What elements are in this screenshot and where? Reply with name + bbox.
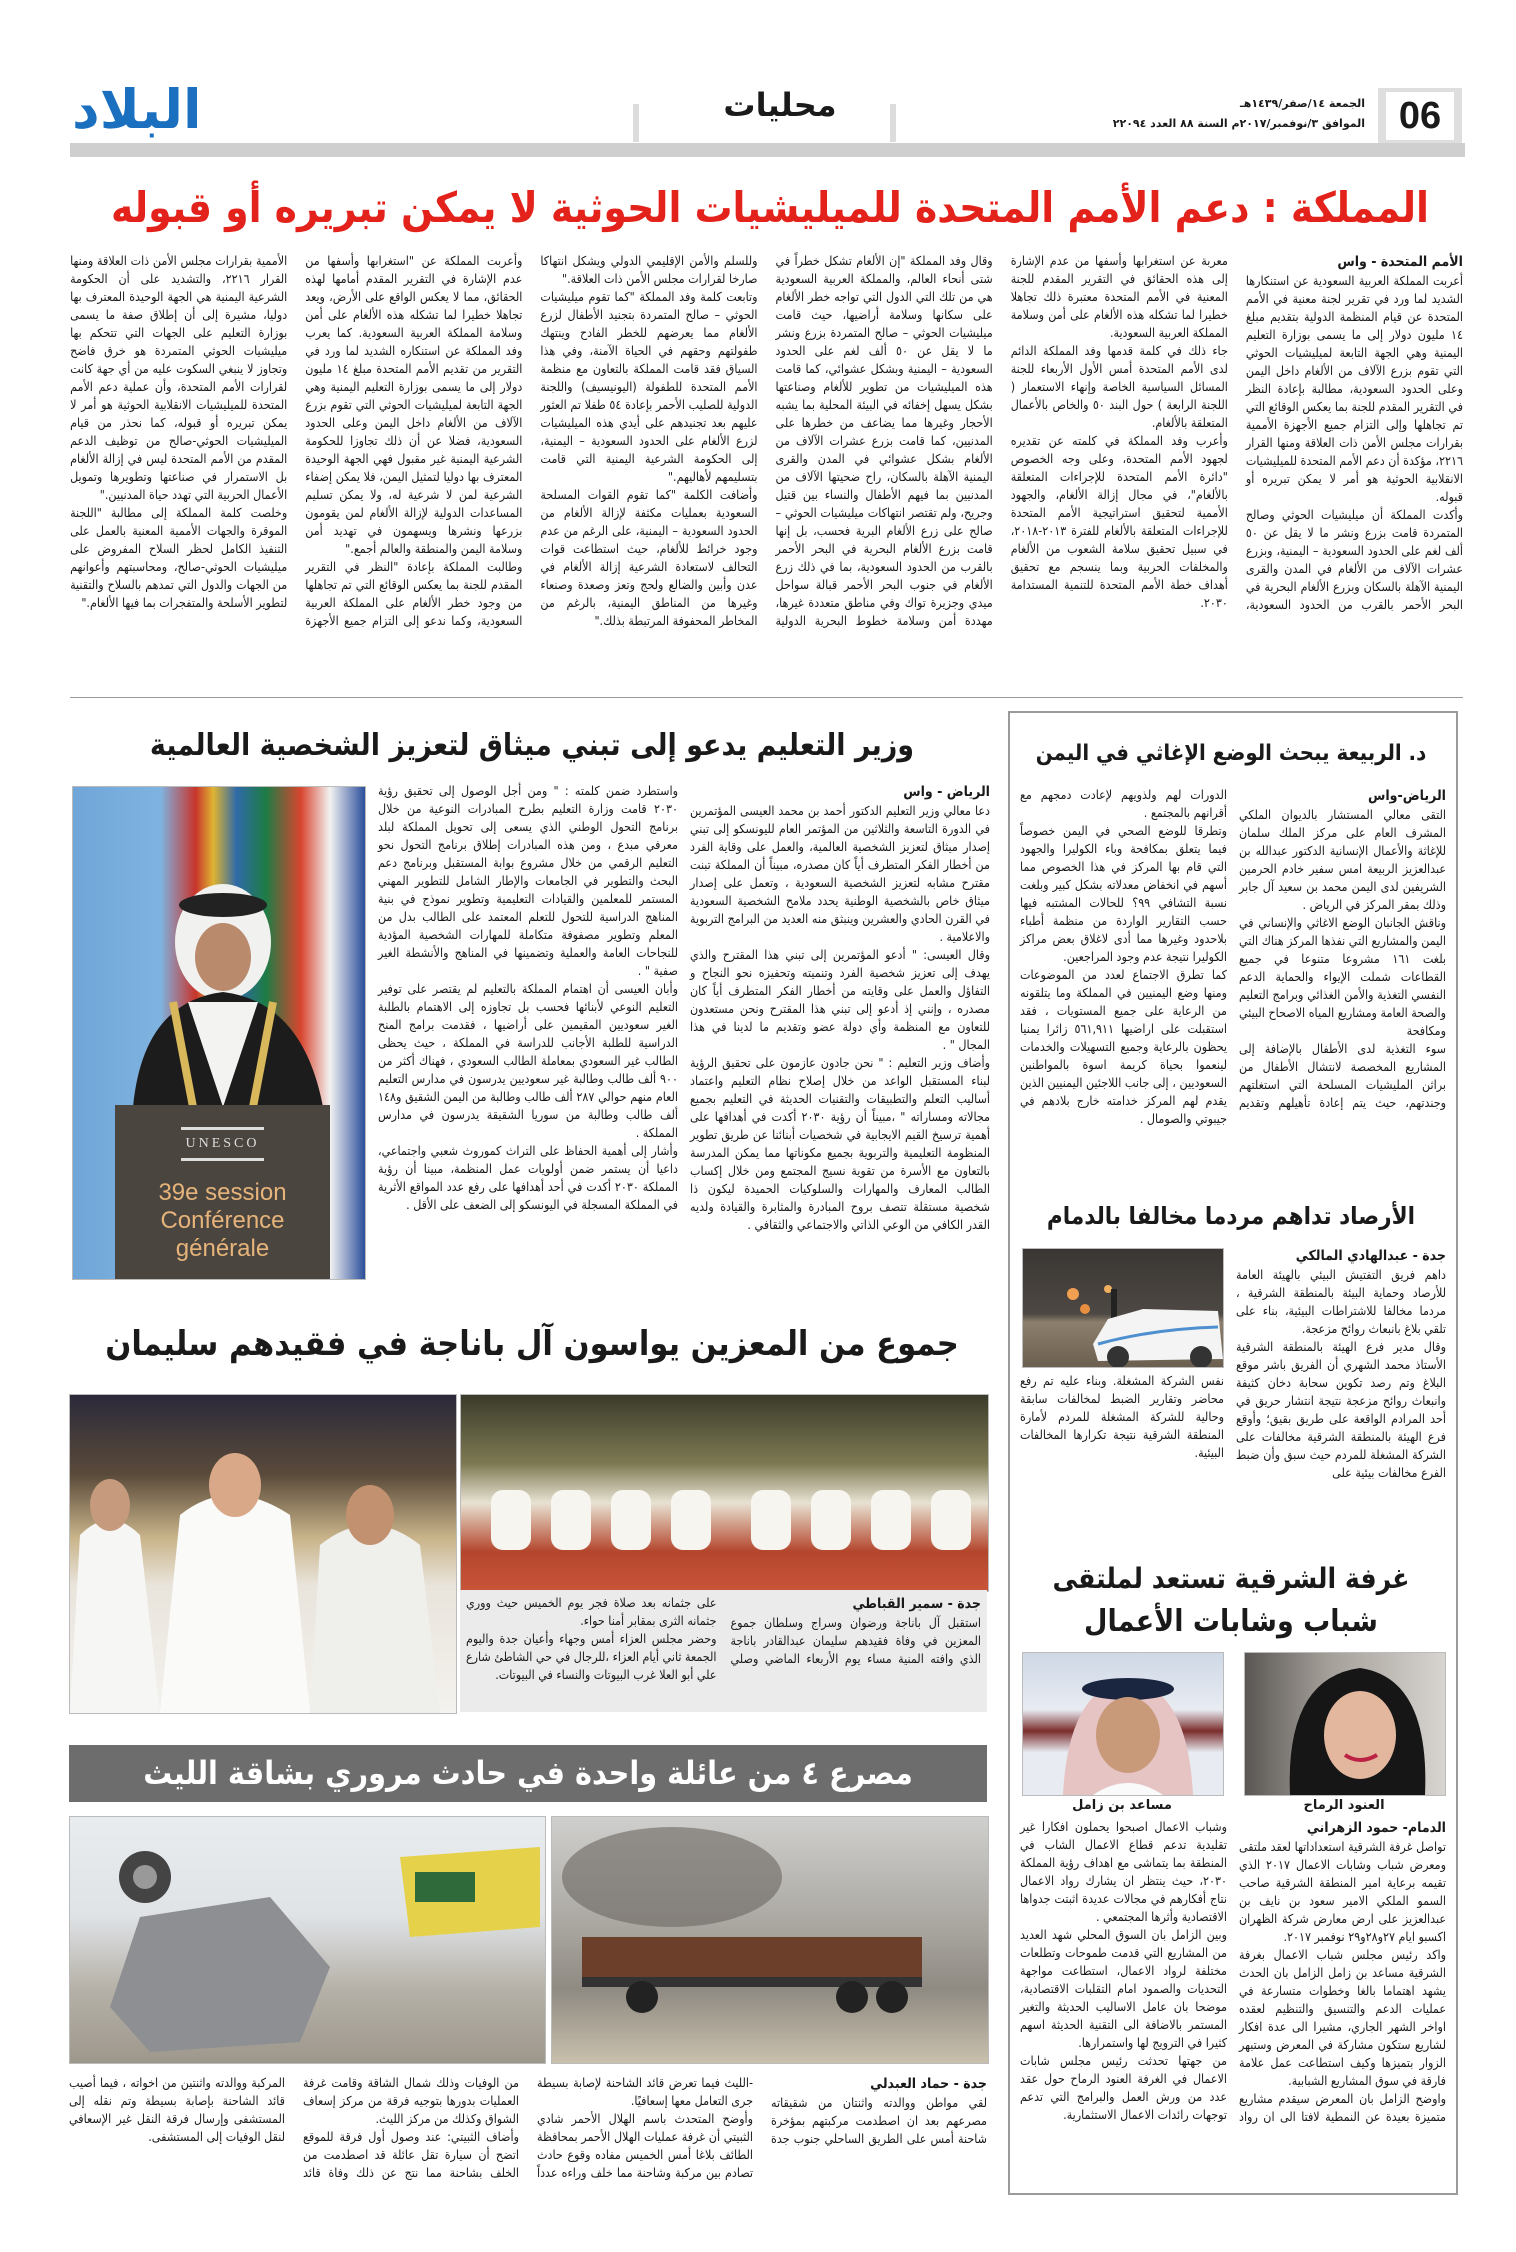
- banajah-article-body: [460, 1590, 987, 1712]
- dateline: الأمم المتحدة - واس: [1337, 254, 1463, 270]
- lead-headline: المملكة : دعم الأمم المتحدة للميليشيات الحوثية لا يمكن تبريره أو قبوله: [111, 183, 1429, 232]
- paragraph: التقى معالي المستشار بالديوان الملكي المشرف العام على مركز الملك سلمان للإغاثة والأعمال الإنسانية الدكتور عبدالله بن عبدالعزيز الربيعة امس سفير خادم الحرمين الشريفين لدى اليمن محمد بن سعيد آل جابر وذلك بمقر المركز في الرياض .: [1239, 807, 1446, 912]
- education-headline: وزير التعليم يدعو إلى تبني ميثاق لتعزيز الشخصية العالمية: [149, 728, 915, 763]
- truck-photo: [551, 1816, 989, 2064]
- paragraph: وخلصت كلمة المملكة إلى مطالبة "اللجنة الموقرة والجهات الأممية المعنية بالعمل على التنفيذ الكامل لحظر السلاح المفروض على ميليشيات الحوثي-صالح، ومحاسبتهم وأعوانهم من الجهات والدول التي تمدهم بالسلاح والتقنية لتطوير الأسلحة والمتفجرات بما فيها الألغام.": [70, 505, 288, 610]
- yemen-headline: د. الربيعة يبحث الوضع الإغاثي في اليمن: [1035, 741, 1427, 766]
- minister-photo: [72, 786, 366, 1280]
- paragraph: استقبل آل باناجة ورضوان وسراج وسلطان جموع المعزين في وفاة فقيدهم سليمان عبدالقادر باناجة الذي وافته المنية مساء يوم الأربعاء الماضي وصلي على جثمانه بعد صلاة فجر يوم الخميس حيث ووري جثمانه الثرى بمقابر أمنا حواء.: [466, 1595, 981, 1666]
- paragraph: سوء التغذية لدى الأطفال بالإضافة إلى المشاريع المخصصة لانتشال الأطفال من براثن المليشيات المسلحة التي استغلتهم وجندتهم، حيث يتم إعادة تأهيلهم وتقديم الدورات لهم ولذويهم لإعادت دمجهم مع أقرانهم بالمجتمع .: [1020, 787, 1446, 1110]
- paragraph: أعربت المملكة العربية السعودية عن استنكارها الشديد لما ورد في تقرير لجنة معنية في الأمم المتحدة عن قيام المنظمة الدولية بتقديم مبلغ ١٤ مليون دولار إلى ما يسمى بوزارة التعليم اليمنية وهي الجهة التابعة لميليشيات الحوثي التي تقوم بزرع الآلاف من الألغام داخل اليمن وعلى الحدود السعودية، مطالبة بإعادة النظر في التقرير المقدم للجنة بما يعكس الوقائع التي تم تجاهلها وإلى التزام جميع الأجهزة الأممية بقرارات مجلس الأمن ذات العلاقة ومنها القرار ٢٢١٦، مؤكدة أن دعم الأمم المتحدة للميليشيات الانقلابية الحوثية هو أمر لا يمكن تبريره أو قبوله.: [1245, 273, 1463, 504]
- dateline: جدة - سمير القباطي: [852, 1596, 981, 1612]
- paragraph: وقال مدير فرع الهيئة بالمنطقة الشرقية الأستاذ محمد الشهري أن الفريق باشر موقع البلاغ وتم رصد تكوين سحابة دخان كثيفة وانبعاث روائح مزعجة نتيجة انتشار حريق في أحد المرادم الواقعة على طريق بقيق؛ وأوقع فرع الهيئة بالمنطقة الشرقية مخالفات على الشركة المشغلة للمردم حيث سبق وأن ضبط الفرع مخالفات بيئية على: [1236, 1339, 1446, 1480]
- arsad-article-body: [1236, 1246, 1446, 1482]
- paragraph: وأوضح المتحدث باسم الهلال الأحمر شادي الثبيتي أن غرفة عمليات الهلال الأحمر بمحافظة الطائف بلاغا أمس الخميس مفاده وقوع حادث تصادم بين مركبة وشاحنة مما خلف وراءه عدداً من الوفيات وذلك شمال الشاقة وقامت غرفة العمليات بدورها بتوجيه فرقة من مركز إسعاف الشواق وكذلك من مركز الليث.: [303, 2075, 753, 2180]
- paragraph: وأشار إلى أهمية الحفاظ على التراث كموروث شعبي واجتماعي، داعيا أن يستمر ضمن أولويات عمل المنظمة، مبينا أن رؤية المملكة ٢٠٣٠ أكدت في أحد أهدافها على رفع عدد المواقع الأثرية في المملكة المسجلة في اليونسكو إلى الضعف على الأقل .: [378, 1143, 678, 1212]
- podium-text: générale: [175, 1235, 270, 1262]
- paragraph: وناقش الجانبان الوضع الاغاثي والإنساني في اليمن والمشاريع التي نفذها المركز هناك التي بلغت ١٦١ مشروعا متنوعا في جميع القطاعات شملت الإيواء والحماية الدعم النفسي التغذية والأمن الغذائي وبرامج التعليم والصحة العامة ومشاريع المياه الاصحاح البيئي ومكافحة: [1239, 915, 1446, 1038]
- paragraph: وتطرقا للوضع الصحي في اليمن خصوصاً فيما يتعلق بمكافحة وباء الكوليرا والجهود التي قام بها المركز في هذا الخصوص مما أسهم في انخفاض معدلاته بشكل كبير وبلغت نسبة التشافي ٩٩؟ للحالات المشتبه فيها حسب التقارير الواردة من منظمة أطباء بلاحدود وغيرها مما أدى لاغلاق بعض مراكز الكوليرا نتيجة عدم وجود المراجعين.: [1020, 823, 1227, 964]
- paragraph: تواصل غرفة الشرقية استعداداتها لعقد ملتقى ومعرض شباب وشابات الاعمال ٢٠١٧ الذي تقيمه برعاية امير المنطقة الشرقية صاحب السمو الملكي الامير سعود بن نايف بن عبدالعزيز على ارض معارض شركة الظهران اكسبو ايام ٢٧و٢٨و٢٩ نوفمبر ٢٠١٧.: [1239, 1839, 1447, 1944]
- musaed-photo: [1022, 1652, 1224, 1796]
- header-divider: [633, 104, 639, 142]
- yemen-article-body: [1020, 786, 1446, 1128]
- portrait-illustration: [1023, 1653, 1223, 1795]
- portrait-illustration: [1245, 1653, 1445, 1795]
- truck-illustration: [552, 1817, 988, 2063]
- alanoud-photo: [1244, 1652, 1446, 1796]
- paragraph: وأكدت المملكة أن ميليشيات الحوثي وصالح المتمردة قامت بزرع ونشر ما لا يقل عن ٥٠ ألف لغم على الحدود السعودية – اليمنية، وبزرع عشرات الآلاف من الألغام في المدن والقرى اليمنية الآهلة بالسكان وبزرع الألغام البحرية في البحر الأحمر بالقرب من الحدود السعودية، معربة عن استغرابها وأسفها من عدم الإشارة إلى هذه الحقائق في التقرير المقدم للجنة المعنية في الأمم المتحدة معتبرة ذلك تجاهلا خطيرا لما تشكله هذه الألغام على أمن وسلامة المملكة العربية السعودية.: [1010, 253, 1463, 612]
- wreck-illustration: [70, 1817, 545, 2063]
- paragraph: لقي مواطن ووالدته واثنتان من شقيقاته مصرعهم بعد ان اصطدمت مركبتهم بمؤخرة شاحنة أمس على الطريق الساحلي جنوب جدة -الليث فيما تعرض قائد الشاحنة لإصابة بسيطة جرى التعامل معها إسعافيًا.: [537, 2075, 987, 2146]
- paragraph: وقال العيسى: " أدعو المؤتمرين إلى تبني هذا المقترح والذي يهدف إلى تعزيز شخصية الفرد وتنميته وتحفيزه نحو النجاح و التفاؤل والعمل على وقايته من أخطار الفكر المتطرف أياً كان مصدره ، وإنني إذ أدعو إلى تبني هذا المقترح ونحن مستعدون للتعاون مع المنظمة وأي دولة عضو وتقديم ما لدينا في هذا المجال " .: [690, 947, 990, 1052]
- arsad-headline: الأرصاد تداهم مردما مخالفا بالدمام: [1046, 1202, 1416, 1230]
- photo-caption: العنود الرماح: [1303, 1798, 1385, 1813]
- paragraph: وأعرب وفد المملكة في كلمته عن تقديره لجهود الأمم المتحدة، وعلى وجه الخصوص "دائرة الأمم المتحدة للإجراءات المتعلقة بالألغام"، في مجال إزالة الألغام، والجهود الأممية لتحقيق استراتيجية الأمم المتحدة للإجراءات المتعلقة بالألغام للفترة ٢٠١٣-٢٠١٨، في سبيل تحقيق سلامة الشعوب من الألغام والمخلفات الحربية وبما ينسجم مع تحقيق أهداف خطة الأمم المتحدة للتنمية المستدامة ٢٠٣٠.: [1010, 433, 1228, 610]
- photo-caption: مساعد بن زامل: [1072, 1798, 1172, 1813]
- header-divider: [890, 104, 896, 142]
- paragraph: دعا معالي وزير التعليم الدكتور أحمد بن محمد العيسى المؤتمرين في الدورة التاسعة والثلاثين من المؤتمر العام لليونسكو إلى تبني إصدار ميثاق لتعزيز الشخصية العالمية، والعمل على وقاية الفرد من أخطار الفكر المتطرف أياً كان مصدره، مبيناً أن المملكة تبنت مقترح مشابه لتعزيز الشخصية السعودية ، وتعمل على إصدار ميثاق خاص بالشخصية الوطنية يحدد ملامح الشخصية السعودية في القرن الحادي والعشرين وينبثق منه العديد من البرامج التربوية والاعلامية .: [690, 803, 990, 944]
- sharqia-headline-line1: غرفة الشرقية تستعد لملتقى: [1052, 1562, 1410, 1595]
- dateline: الرياض-واس: [1367, 788, 1446, 804]
- header-bar: [70, 143, 1465, 157]
- dateline: الرياض - واس: [903, 784, 990, 800]
- paragraph: واوضح الزامل بان المعرض سيقدم مشاريع متميزة بعيدة عن النمطية لافتا الى ان رواد وشباب الاعمال اصبحوا يحملون افكارا غير تقليدية تدعم قطاع الاعمال الشاب في المنطقة بما يتماشى مع اهداف رؤية المملكة ٢٠٣٠، حيث ينتظر ان يشارك رواد الاعمال نتاج أفكارهم في مجالات عديدة اثبتت جدواها الاقتصادية وأثرها المجتمعي .: [1020, 1819, 1446, 2124]
- banajah-headline: جموع من المعزين يواسون آل باناجة في فقيدهم سليمان: [105, 1324, 959, 1364]
- page-number-box: [1378, 88, 1462, 144]
- paragraph: وقال وفد المملكة "إن الألغام تشكل خطراً في شتى أنحاء العالم، والمملكة العربية السعودية هي من تلك التي الدول التي تواجه خطر الألغام على سكانها وسلامة أراضيها، حيث قامت ميليشيات الحوثي – صالح المتمردة بزرع ونشر ما لا يقل عن ٥٠ ألف لغم على الحدود السعودية – اليمنية وبشكل عشوائي، كما قامت هذه الميليشيات من تطوير للألغام وصناعتها بشكل يسهل إخفائه في البيئة المحلية بما يشبه الأحجار وغيرها مما يضاعف من خطرها على المدنيين، كما قامت بزرع عشرات الآلاف من الألغام بشكل عشوائي في المدن والقرى اليمنية الآهلة بالسكان، راح ضحيتها الآلاف من المدنيين بما فيهم الأطفال والنساء بين قتيل وجريح، ولم تقتصر انتهاكات ميليشيات الحوثي – صالح على زرع الألغام البرية فحسب، بل إنها قامت بزرع الألغام البحرية في البحر الأحمر بالقرب من الحدود السعودية، بما في ذلك زرع الألغام في جنوب البحر الأحمر قبالة سواحل ميدي وجزيرة تواك وفي مناطق متعددة غيرها، مهددة أمن وسلامة خطوط البحرية الدولية وللسلم والأمن الإقليمي الدولي ويشكل انتهاكا صارخا لقرارات مجلس الأمن ذات العلاقة.": [540, 253, 993, 628]
- arsad-article-continued: [1020, 1372, 1224, 1462]
- paragraph: واستطرد ضمن كلمته : " ومن أجل الوصول إلى تحقيق رؤية ٢٠٣٠ قامت وزارة التعليم بطرح المبادرات النوعية من خلال برنامج التحول الوطني الذي يسعى إلى تحويل المملكة لبلد معرفي مبدع ، ومن هذه المبادرات إطلاق برنامج التحول نحو التعليم الرقمي من خلال مشروع بوابة المستقبل وبرنامج دعم البحث والتطوير في الجامعات والإطار الشامل للتطوير المهني المستمر للمعلمين والقيادات التعليمية وتطوير نموذج في بنية المناهج الدراسية للتحول للتعلم المعتمد على الطالب بدل من المعلم وتطوير مصفوفة متكاملة للمهارات الشخصية المؤدية للنجاحات العامة والعملية وتضمينها في المناهج والأنشطة الغير صفية " .: [378, 783, 678, 978]
- paragraph: وأضاف الثبيتي: عند وصول أول فرقة للموقع اتضح أن سيارة تقل عائلة قد اصطدمت من الخلف بشاحنة مما نتج عن ذلك وفاة قائد المركبة ووالدته واثنتين من اخواته ، فيما أصيب قائد الشاحنة بإصابة بسيطة وتم نقله إلى المستشفى وإرسال فرقة النقل غير الإسعافي لنقل الوفيات إلى المستشفى.: [69, 2075, 519, 2180]
- gathering-illustration: [461, 1395, 988, 1591]
- dateline: جدة - حماد العبدلي: [870, 2076, 987, 2092]
- date-gregorian: الموافق ٣/نوفمبر/٢٠١٧م السنة ٨٨ العدد ٢٢٠٩٤: [1112, 117, 1365, 130]
- sharqia-headline-line2: شباب وشابات الأعمال: [1084, 1604, 1378, 1639]
- page-number: 06: [1386, 92, 1454, 140]
- landfill-photo: [1022, 1248, 1224, 1368]
- crash-headline: مصرع ٤ من عائلة واحدة في حادث مروري بشاقة الليث: [143, 1754, 913, 1792]
- dateline: جدة - عبدالهادي المالكي: [1295, 1248, 1446, 1264]
- podium-text: 39e session: [158, 1179, 287, 1206]
- sharqia-article-body: [1020, 1818, 1446, 2126]
- overturned-car-photo: [69, 1816, 546, 2064]
- paragraph: واكد رئيس مجلس شباب الاعمال بغرفة الشرقية مساعد بن زامل الزامل بان الحدث يشهد اهتماما بالغا وخطوات متسارعة في عمليات الدعم والتنسيق والتنظيم لعقده اواخر الشهر الجاري، مشيرا الى عدة افكار لشاريع ستكون مشاركة في المعرض وستبهر الزوار بتميزها وكيف استطاعت عمل علامة فارقة في سوق المشاريع الشبابية.: [1239, 1947, 1446, 2088]
- paragraph: وتابعت كلمة وفد المملكة "كما تقوم ميليشيات الحوثي – صالح المتمردة بتجنيد الأطفال لزرع الألغام مما يعرضهم للخطر الفادح وينتهك طفولتهم وحقهم في الحياة الآمنة، وفي هذا السياق فقد قامت المملكة بالتعاون مع منظمة الأمم المتحدة للطفولة (اليونيسيف) واللجنة الدولية للصليب الأحمر بإعادة ٥٤ طفلا تم العثور عليهم بعد تجنيدهم على أيدي هذه الميليشيات لزرع الألغام على الحدود السعودية – اليمنية، إلى الحكومة الشرعية اليمنية التي قامت بتسليمهم لأهاليهم.": [540, 289, 758, 484]
- newspaper-logo: البلاد: [72, 78, 202, 141]
- paragraph: داهم فريق التفتيش البيئي بالهيئة العامة للأرصاد وحماية البيئة بالمنطقة الشرقية ، مردما مخالفا للاشتراطات البيئية، بناء على تلقي بلاغ بانبعاث روائح مزعجة.: [1236, 1267, 1446, 1336]
- education-article-body: [378, 782, 990, 1234]
- paragraph: جاء ذلك في كلمة قدمها وفد المملكة الدائم لدى الأمم المتحدة أمس الأول الأربعاء للجنة المسائل السياسية الخاصة وإنهاء الاستعمار ( اللجنة الرابعة ) حول البند ٥٠ والخاص بالأعمال المتعلقة بالألغام.: [1010, 343, 1228, 430]
- paragraph: وطالبت المملكة بإعادة "النظر في التقرير المقدم للجنة بما يعكس الوقائع التي تم تجاهلها من وجود خطر الألغام على المملكة العربية السعودية، وكما ندعو إلى التزام جميع الأجهزة الأممية بقرارات مجلس الأمن ذات العلاقة ومنها القرار ٢٢١٦، والتشديد على أن الحكومة الشرعية اليمنية هي الجهة الوحيدة المعترف بها دوليا، مشيرة إلى أن إطلاق صفة ما يسمى بوزارة التعليم على الجهات التي تتحكم بها ميليشيات الحوثي المتمردة هو خرق فاضح وتجاوز لا ينبغي السكوت عليه من أي جهة كانت لقرارات الأمم المتحدة، وأن عملية دعم الأمم المتحدة للميليشيات الانقلابية الحوثية هو أمر لا يمكن تبريره أو قبوله، كما نحذر من قيام الميليشيات الحوثي-صالح من توظيف الدعم المقدم من الأمم المتحدة ليس في إزالة الألغام بل الاستمرار في صناعتها وتطويرها وتمويل الأعمال الحربية التي تهدد حياة المدنيين.": [70, 253, 523, 628]
- vehicle-illustration: [1023, 1249, 1223, 1367]
- paragraph: وأضاف وزير التعليم : " نحن جادون عازمون على تحقيق الرؤية لبناء المستقبل الواعد من خلال إصلاح نظام التعليم واعتماد أساليب التعلم والتطبيقات والتقنيات الحديثة في التعليم بجميع مجالاته ومساراته " ،مبيناً أن رؤية ٢٠٣٠ أكدت في أهدافها على أهمية ترسيخ القيم الايجابية في شخصيات أبنائنا عن طريق تطوير المنظومة التعليمية والتربوية بجميع مكوناتها مما يمكن المدرسة بالتعاون مع الأسرة من تقوية نسيج المجتمع ومن خلال إكساب الطالب المعارف والمهارات والسلوكيات الحميدة ليكون ذا شخصية مستقلة تتصف بروح المبادرة والمثابرة والقيادة ولديه القدر الكافي من الوعي الذاتي والاجتماعي والثقافي .: [690, 1055, 991, 1232]
- mourners-illustration: [70, 1395, 456, 1713]
- section-title: محليات: [723, 86, 837, 124]
- paragraph: وحضر مجلس العزاء أمس وجهاء وأعيان جدة واليوم الجمعة ثاني أيام العزاء ،للرجال في حي الشاطئ شارع علي أبو العلا غرب البيوتات والنساء في البيوتات.: [466, 1631, 717, 1682]
- lead-article-body: [70, 252, 1463, 630]
- paragraph: كما تطرق الاجتماع لعدد من الموضوعات ومنها وضع اليمنيين في المملكة وما يتلقونه من الرعاية على جميع المستويات ، فقد استقبلت على اراضيها ٥٦١,٩١١ زائرا يمنيا يحظون بالرعاية وجميع التسهيلات والخدمات لينعموا بحياة كريمة اسوة بالمواطنين السعوديين ، إلى جانب اللاجئين اليمنيين الذين يقدم لهم المركز خدامته خارج بلادهم في جيبوتي والصومال .: [1020, 967, 1227, 1126]
- paragraph: وبين الزامل بان السوق المحلي شهد العديد من المشاريع التي قدمت طموحات وتطلعات مختلفة لرواد الاعمال، استطاعت مواجهة التحديات والصمود امام التقلبات الاقتصادية، موضحا بان عامل الاساليب الحديثة والتغير المستمر بالاضافة الى التقنية الحديثة اسهم كثيرا في الترويج لها واستمرارها.: [1020, 1927, 1227, 2050]
- paragraph: وأبان العيسى أن اهتمام المملكة بالتعليم لم يقتصر على توفير التعليم النوعي لأبنائها فحسب بل تجاوزه إلى الاهتمام بالطلبة الغير سعوديين المقيمين على أراضيها ، فقدمت برامج المنح الدراسية للطلبة الأجانب للدراسة في المملكة ، حيث يحظى الطالب غير السعودي بمعاملة الطالب السعودي ، فهناك أكثر من ٩٠٠ ألف طالب وطالبة غير سعوديين يدرسون في مدارس التعليم العام منهم حوالي ٢٨٧ ألف طالب وطالبة من اليمن الشقيق و١٤٨ ألف طالب وطالبة من سوريا الشقيقة يدرسون في مدارس المملكة .: [378, 981, 678, 1140]
- date-hijri: الجمعة ١٤/صفر/١٤٣٩هـ: [1239, 97, 1365, 110]
- condolence-photo: [69, 1394, 457, 1714]
- paragraph: من جهتها تحدثت رئيس مجلس شابات الاعمال في الغرفة العنود الرماح حول عقد عدد من ورش العمل والبرامج التي تدعم توجهات رائدات الاعمال الاستثمارية.: [1020, 2053, 1227, 2122]
- podium: [115, 1105, 330, 1279]
- paragraph: وأضافت الكلمة "كما تقوم القوات المسلحة السعودية بعمليات مكثفة لإزالة الألغام من الحدود السعودية – اليمنية، على الرغم من عدم وجود خرائط للألغام، حيث استطاعت قوات التحالف لاستعادة الشرعية إزالة الألغام في عدن وأبين والضالع ولحج وتعز وصعدة وصنعاء وغيرها من المناطق اليمنية، بالرغم من المخاطر المحفوفة المرتبطة بذلك.": [540, 487, 758, 628]
- issue-date: [1080, 94, 1365, 134]
- unesco-logo: UNESCO: [181, 1127, 263, 1161]
- dateline: الدمام- حمود الزهراني: [1306, 1820, 1446, 1836]
- condolence-gathering-photo: [460, 1394, 989, 1592]
- podium-text: Conférence: [160, 1207, 285, 1234]
- paragraph: نفس الشركة المشغلة. وبناء عليه تم رفع محاضر وتقارير الضبط لمخالفات سابقة وحالية للشركة المشغلة للمردم لأمارة المنطقة الشرقية نتيجة تكرارها المخالفات البيئية.: [1020, 1373, 1224, 1460]
- crash-article-body: [69, 2074, 987, 2182]
- section-divider: [70, 697, 1463, 698]
- paragraph: وأعربت المملكة عن "استغرابها وأسفها من عدم الإشارة في التقرير المقدم أمامها لهذه الحقائق، مما لا يعكس الواقع على الأرض، ويعد تجاهلا خطيرا لما تشكله هذه الألغام على أمن وسلامة المملكة العربية السعودية. كما يعرب وفد المملكة عن استنكاره الشديد لما ورد في التقرير من تقديم الأمم المتحدة مبلغ ١٤ مليون دولار إلى ما يسمى بوزارة التعليم اليمنية وهي الجهة التابعة لميليشيات الحوثي التي تقوم بزرع الآلاف من الألغام داخل اليمن وعلى الحدود السعودية، فضلا عن أن ذلك تجاوزا للحكومة الشرعية اليمنية غير مقبول فهي الجهة الوحيدة المعترف بها دوليا لتمثيل اليمن، فلا يمكن إضفاء الشرعية لمن لا شرعية له، ولا يمكن تسليم المساعدات الدولية لإزالة الألغام لمن يقومون بزرعها ونشرها ويسهمون في تهديد أمن وسلامة اليمن والمنطقة والعالم أجمع.": [305, 253, 523, 556]
